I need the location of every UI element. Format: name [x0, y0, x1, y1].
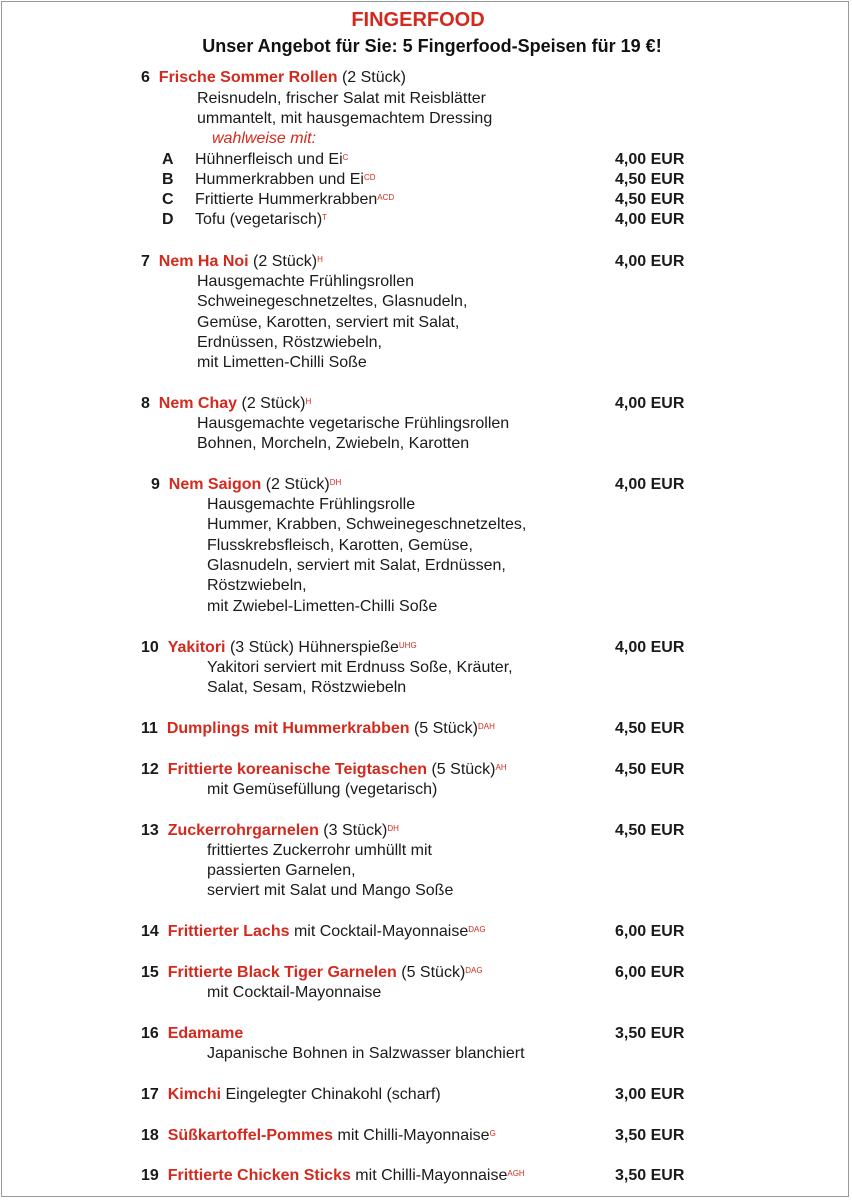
item-description: Röstzwiebeln,	[207, 577, 307, 594]
menu-item-18: 18 Süßkartoffel-Pommes mit Chilli-Mayonnaise$^G$	[141, 1127, 496, 1144]
menu-item-9: 9 Nem Saigon (2 Stück)$^{DH}$	[151, 476, 342, 493]
price: 4,50 EUR	[615, 191, 685, 208]
menu-item-8: 8 Nem Chay (2 Stück)$^H$	[141, 395, 312, 412]
menu-subtitle: Unser Angebot für Sie: 5 Fingerfood-Speisen für 19 €!	[202, 36, 662, 56]
menu-item-14: 14 Frittierter Lachs mit Cocktail-Mayonnaise$^{DAG}$	[141, 923, 486, 940]
item-description: Reisnudeln, frischer Salat mit Reisblätter	[197, 90, 487, 107]
menu-item-10: 10 Yakitori (3 Stück) Hühnerspieße$^{UHG}$	[141, 639, 417, 656]
price: 4,50 EUR	[615, 720, 685, 737]
price: 4,00 EUR	[615, 639, 685, 656]
item-description: mit Limetten-Chilli Soße	[197, 354, 367, 371]
item-description: Erdnüssen, Röstzwiebeln,	[197, 334, 382, 351]
item-description: Glasnudeln, serviert mit Salat, Erdnüssen,	[207, 557, 506, 574]
item-description: mit Cocktail-Mayonnaise	[207, 984, 382, 1001]
item-description: ummantelt, mit hausgemachtem Dressing	[197, 110, 493, 127]
menu-item-13: 13 Zuckerrohrgarnelen (3 Stück)$^{DH}$	[141, 822, 399, 839]
menu-title: FINGERFOOD	[351, 9, 485, 31]
item-description: Flusskrebsfleisch, Karotten, Gemüse,	[207, 537, 473, 554]
item-description: Yakitori serviert mit Erdnuss Soße, Kräuter,	[207, 659, 513, 676]
price: 4,00 EUR	[615, 253, 685, 270]
menu-item-16: 16 Edamame	[141, 1025, 244, 1042]
option-row-c: C Frittierte Hummerkrabben$^{ACD}$	[162, 191, 395, 208]
item-description: serviert mit Salat und Mango Soße	[207, 882, 454, 899]
menu-item-17: 17 Kimchi Eingelegter Chinakohl (scharf)	[141, 1086, 441, 1103]
item-description: Hausgemachte vegetarische Frühlingsrollen	[197, 415, 510, 432]
price: 4,00 EUR	[615, 395, 685, 412]
item-description: Gemüse, Karotten, serviert mit Salat,	[197, 314, 460, 331]
menu-item-7: 7 Nem Ha Noi (2 Stück)$^H$	[141, 253, 323, 270]
option-label: wahlweise mit:	[212, 130, 317, 147]
item-description: Hummer, Krabben, Schweinegeschnetzeltes,	[207, 516, 527, 533]
menu-item-6: 6 Frische Sommer Rollen (2 Stück)	[141, 69, 406, 86]
price: 3,50 EUR	[615, 1127, 685, 1144]
item-description: Hausgemachte Frühlingsrollen	[197, 273, 414, 290]
item-description: Bohnen, Morcheln, Zwiebeln, Karotten	[197, 435, 470, 452]
menu-item-12: 12 Frittierte koreanische Teigtaschen (5 Stück)$^{AH}$	[141, 761, 507, 778]
price: 6,00 EUR	[615, 964, 685, 981]
option-row-d: D Tofu (vegetarisch)$^T$	[162, 211, 328, 228]
price: 3,50 EUR	[615, 1167, 685, 1184]
item-description: passierten Garnelen,	[207, 862, 356, 879]
item-description: mit Gemüsefüllung (vegetarisch)	[207, 781, 438, 798]
price: 6,00 EUR	[615, 923, 685, 940]
item-description: Hausgemachte Frühlingsrolle	[207, 496, 416, 513]
item-description: Japanische Bohnen in Salzwasser blanchiert	[207, 1045, 525, 1062]
price: 3,50 EUR	[615, 1025, 685, 1042]
price: 3,00 EUR	[615, 1086, 685, 1103]
item-description: Schweinegeschnetzeltes, Glasnudeln,	[197, 293, 468, 310]
item-description: frittiertes Zuckerrohr umhüllt mit	[207, 842, 432, 859]
option-row-b: B Hummerkrabben und $Ei^{CD}$	[162, 171, 376, 188]
option-row-a: A Hühnerfleisch und $Ei^C$	[162, 151, 349, 168]
price: 4,00 EUR	[615, 211, 685, 228]
item-description: Salat, Sesam, Röstzwiebeln	[207, 679, 407, 696]
menu-item-19: 19 Frittierte Chicken Sticks mit Chilli-Mayonnaise$^{AGH}$	[141, 1167, 525, 1184]
price: 4,50 EUR	[615, 171, 685, 188]
price: 4,00 EUR	[615, 151, 685, 168]
price: 4,50 EUR	[615, 822, 685, 839]
menu-item-11: 11 Dumplings mit Hummerkrabben (5 Stück)$^{DAH}$	[141, 720, 495, 737]
price: 4,50 EUR	[615, 761, 685, 778]
item-description: mit Zwiebel-Limetten-Chilli Soße	[207, 598, 438, 615]
price: 4,00 EUR	[615, 476, 685, 493]
menu-item-15: 15 Frittierte Black Tiger Garnelen (5 Stück)$^{DAG}$	[141, 964, 483, 981]
